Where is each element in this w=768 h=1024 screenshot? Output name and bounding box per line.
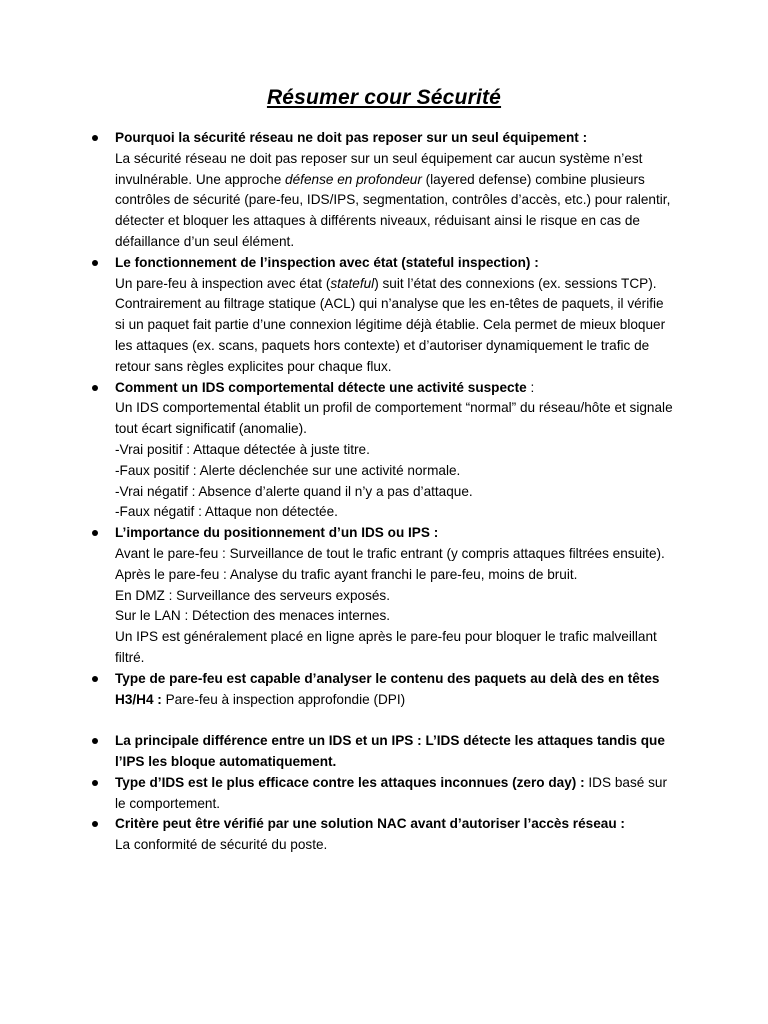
item-heading: Type d’IDS est le plus efficace contre les attaques inconnues (zero day) : xyxy=(115,774,585,790)
list-item xyxy=(92,253,676,378)
item-body: IDS basé sur le comportement. xyxy=(115,774,667,811)
list-item xyxy=(92,669,676,711)
item-heading: Le fonctionnement de l’inspection avec état (stateful inspection) : xyxy=(115,254,539,270)
list-item xyxy=(92,814,676,856)
item-line: Après le pare-feu : Analyse du trafic ayant franchi le pare-feu, moins de bruit. xyxy=(115,566,578,582)
item-body xyxy=(115,276,665,374)
list-item xyxy=(92,378,676,524)
list-item xyxy=(92,731,676,773)
item-line: -Faux positif : Alerte déclenchée sur une activité normale. xyxy=(115,462,461,478)
item-body xyxy=(115,151,670,249)
item-body: Pare-feu à inspection approfondie (DPI) xyxy=(161,691,406,707)
item-body: La conformité de sécurité du poste. xyxy=(115,837,328,853)
item-line: Avant le pare-feu : Surveillance de tout le trafic entrant (y compris attaques filtrées ensuite). xyxy=(115,545,665,561)
item-heading-suffix: : xyxy=(526,379,535,395)
item-body-text: Un pare-feu à inspection avec état ( xyxy=(115,275,331,291)
item-body-emphasis: stateful xyxy=(330,275,375,291)
item-line: Sur le LAN : Détection des menaces internes. xyxy=(115,608,391,624)
item-heading: Type de pare-feu est capable d’analyser le contenu des paquets au delà des en têtes H3/H4 : xyxy=(115,670,660,707)
item-heading: Critère peut être vérifié par une solution NAC avant d’autoriser l’accès réseau : xyxy=(115,816,625,832)
item-body-text: (layered defense) combine plusieurs contrôles de sécurité (pare-feu, IDS/IPS, segmentation, contrôles d’accès, etc.) pour ralentir, détecter et bloquer les attaques à différents niveaux, réduisant ainsi le risque en cas de défaillance d’un seul élément. xyxy=(115,171,671,249)
bullet-list xyxy=(92,128,676,856)
item-heading: La principale différence entre un IDS et un IPS : L’IDS détecte les attaques tandis que l’IPS les bloque automatiquement. xyxy=(115,733,665,769)
item-heading: Pourquoi la sécurité réseau ne doit pas reposer sur un seul équipement : xyxy=(115,130,588,145)
list-item xyxy=(92,773,676,815)
item-line: -Faux négatif : Attaque non détectée. xyxy=(115,504,338,520)
item-body-text: ) suit l’état des connexions (ex. sessions TCP). Contrairement au filtrage statique (ACL) qui n’analyse que les en-têtes de paquets, il vérifie si un paquet fait partie d’une connexion légitime déjà établie. Cela permet de mieux bloquer les attaques (ex. scans, paquets hors contexte) et d’autoriser dynamiquement le trafic de retour sans règles explicites pour chaque flux. xyxy=(115,275,666,374)
item-body: Un IDS comportemental établit un profil de comportement “normal” du réseau/hôte et signale tout écart significatif (anomalie). xyxy=(115,400,673,437)
item-heading: L’importance du positionnement d’un IDS ou IPS : xyxy=(115,525,439,541)
item-heading-line xyxy=(115,378,676,399)
item-heading: Comment un IDS comportemental détecte une activité suspecte xyxy=(115,379,527,395)
list-item xyxy=(92,128,676,253)
item-line: En DMZ : Surveillance des serveurs exposés. xyxy=(115,587,391,603)
item-line: -Vrai négatif : Absence d’alerte quand il n’y a pas d’attaque. xyxy=(115,483,473,499)
list-item xyxy=(92,523,676,669)
item-body-text: La sécurité réseau ne doit pas reposer sur un seul équipement car aucun système n’est invulnérable. Une approche xyxy=(115,150,643,187)
item-body-emphasis: défense en profondeur xyxy=(285,171,422,187)
item-line: -Vrai positif : Attaque détectée à juste titre. xyxy=(115,441,370,457)
document-title: Résumer cour Sécurité xyxy=(266,86,502,109)
item-line: Un IPS est généralement placé en ligne après le pare-feu pour bloquer le trafic malveillant filtré. xyxy=(115,629,657,665)
